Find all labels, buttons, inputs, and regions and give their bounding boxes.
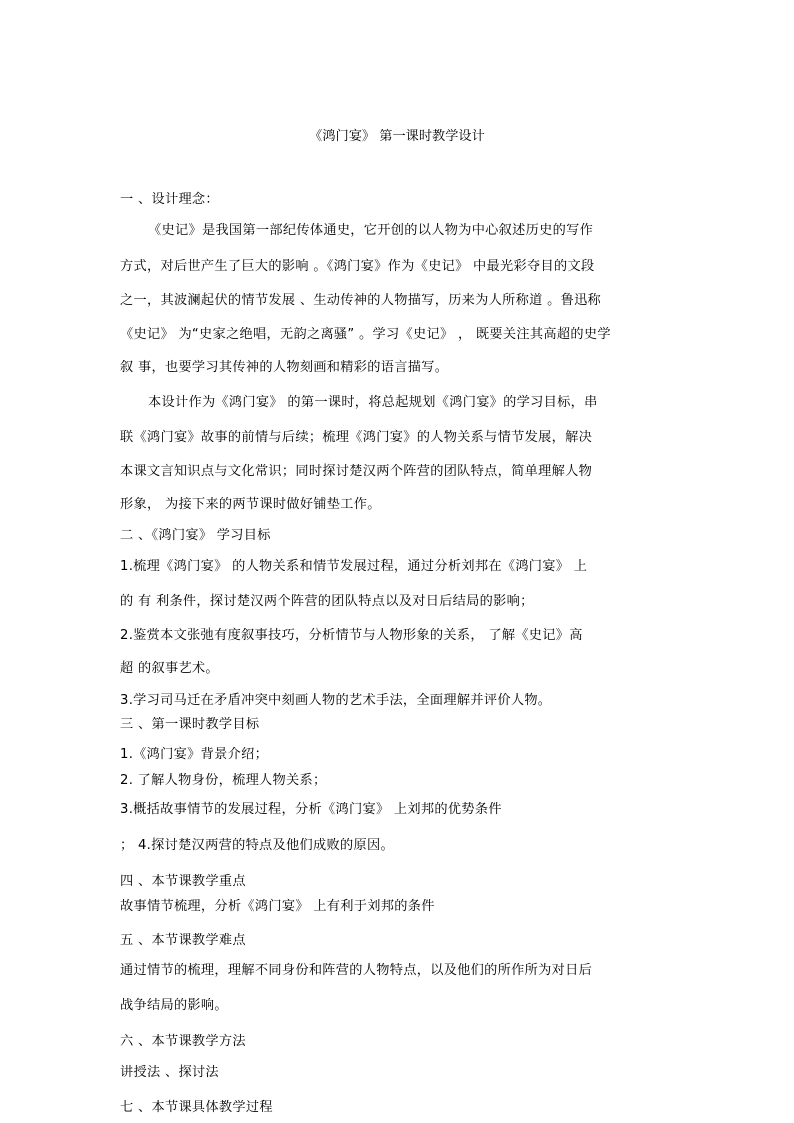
paragraph-line: 本设计作为《鸿门宴》 的第一课时，将总起规划《鸿门宴》的学习目标，串 — [148, 395, 598, 410]
paragraph-line: 《史记》 为“史家之绝唱，无韵之离骚” 。学习《史记》 ， 既要关注其高超的史学 — [120, 327, 611, 342]
list-item-continuation: 的 有 利条件，探讨楚汉两个阵营的团队特点以及对日后结局的影响； — [120, 594, 534, 609]
paragraph-line: 方式，对后世产生了巨大的影响 。《鸿门宴》作为《史记》 中最光彩夺目的文段 — [120, 259, 595, 274]
section-heading-difficulties: 五 、本节课教学难点 — [120, 933, 246, 948]
section-heading-lesson-goals: 三 、第一课时教学目标 — [120, 717, 260, 732]
list-item: 3.学习司马迁在矛盾冲突中刻画人物的艺术手法，全面理解并评价人物。 — [120, 693, 552, 708]
paragraph-line: 之一，其波澜起伏的情节发展 、生动传神的人物描写，历来为人所称道 。鲁迅称 — [120, 293, 602, 308]
section-body: 讲授法 、探讨法 — [120, 1065, 219, 1080]
section-heading-key-points: 四 、本节课教学重点 — [120, 874, 246, 889]
list-item: 3.概括故事情节的发展过程，分析《鸿门宴》 上刘邦的优势条件 — [120, 802, 502, 817]
section-body: 通过情节的梳理，理解不同身份和阵营的人物特点，以及他们的所作所为对日后 — [120, 963, 593, 978]
list-item: 1.《鸿门宴》背景介绍； — [120, 747, 269, 762]
paragraph-line: 本课文言知识点与文化常识；同时探讨楚汉两个阵营的团队特点，简单理解人物 — [120, 464, 593, 479]
paragraph-line: 形象， 为接下来的两节课时做好铺垫工作。 — [120, 497, 381, 512]
section-heading-learning-goals: 二 、《鸿门宴》 学习目标 — [120, 528, 271, 543]
section-heading-process: 七 、本节课具体教学过程 — [120, 1100, 273, 1115]
section-heading-methods: 六 、本节课教学方法 — [120, 1034, 246, 1049]
section-body: 战争结局的影响。 — [120, 998, 228, 1013]
list-item: ； 4.探讨楚汉两营的特点及他们成败的原因。 — [120, 838, 394, 853]
paragraph-line: 联《鸿门宴》故事的前情与后续；梳理《鸿门宴》的人物关系与情节发展，解决 — [120, 430, 593, 445]
section-body: 故事情节梳理，分析《鸿门宴》 上有利于刘邦的条件 — [120, 899, 435, 914]
section-heading-design-concept: 一 、设计理念： — [120, 192, 219, 207]
list-item: 1.梳理《鸿门宴》 的人物关系和情节发展过程，通过分析刘邦在《鸿门宴》 上 — [120, 559, 588, 574]
list-item-continuation: 超 的叙事艺术。 — [120, 661, 219, 676]
document-title: 《鸿门宴》 第一课时教学设计 — [309, 129, 485, 144]
list-item: 2. 了解人物身份，梳理人物关系； — [120, 773, 327, 788]
paragraph-line: 叙 事，也要学习其传神的人物刻画和精彩的语言描写。 — [120, 360, 449, 375]
paragraph-line: 《史记》是我国第一部纪传体通史，它开创的以人物为中心叙述历史的写作 — [148, 223, 594, 238]
list-item: 2.鉴赏本文张弛有度叙事技巧，分析情节与人物形象的关系， 了解《史记》高 — [120, 628, 583, 643]
